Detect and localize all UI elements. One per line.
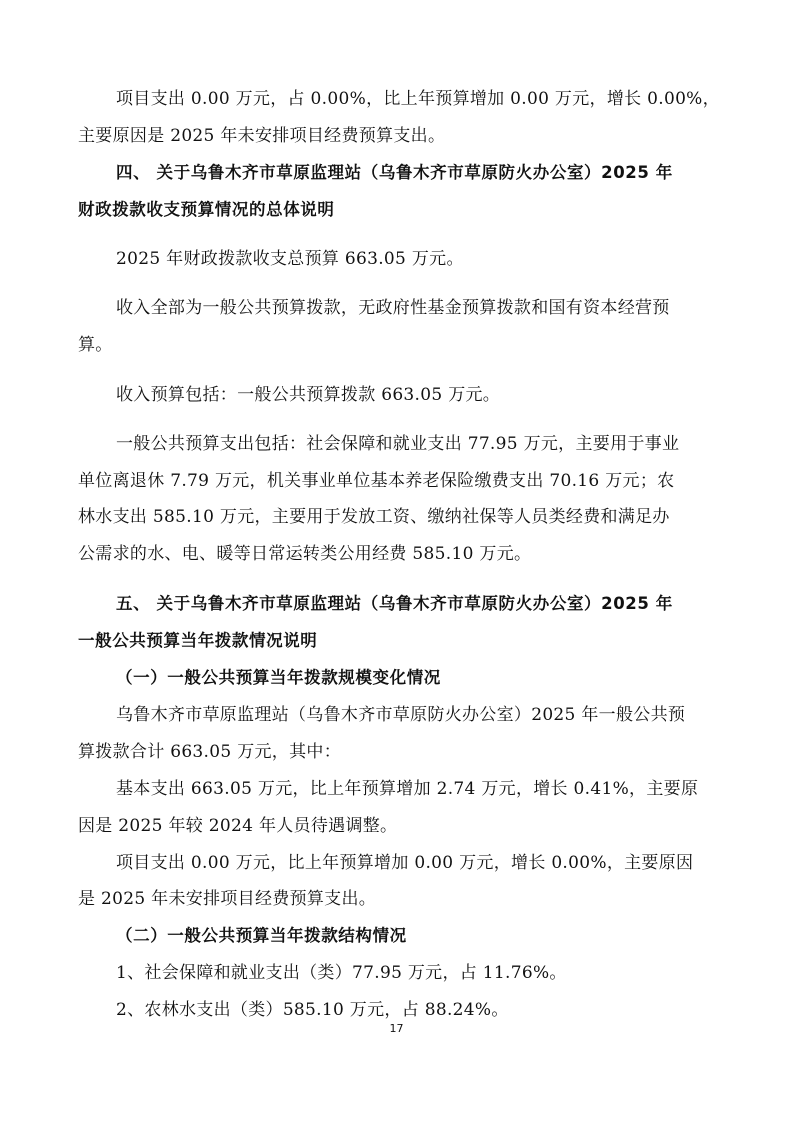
- body-line: 收入预算包括：一般公共预算拨款 663.05 万元。: [116, 385, 501, 405]
- body-line: 算。: [78, 335, 113, 355]
- body-line: 算拨款合计 663.05 万元，其中：: [78, 742, 341, 762]
- section-heading: 财政拨款收支预算情况的总体说明: [78, 200, 335, 219]
- body-line: 主要原因是 2025 年未安排项目经费预算支出。: [78, 126, 446, 146]
- body-line: 公需求的水、电、暖等日常运转类公用经费 585.10 万元。: [78, 544, 532, 564]
- body-line: 基本支出 663.05 万元，比上年预算增加 2.74 万元，增长 0.41%，主要原: [116, 779, 699, 799]
- body-line: 项目支出 0.00 万元，占 0.00%，比上年预算增加 0.00 万元，增长 0.00%，: [116, 89, 720, 109]
- body-line: 是 2025 年未安排项目经费预算支出。: [78, 889, 377, 909]
- section-heading: 一般公共预算当年拨款情况说明: [78, 631, 318, 650]
- body-line: 一般公共预算支出包括：社会保障和就业支出 77.95 万元，主要用于事业: [116, 434, 680, 454]
- section-heading: 四、 关于乌鲁木齐市草原监理站（乌鲁木齐市草原防火办公室）2025 年: [116, 163, 673, 182]
- subsection-heading: （一）一般公共预算当年拨款规模变化情况: [116, 668, 441, 687]
- body-line: 乌鲁木齐市草原监理站（乌鲁木齐市草原防火办公室）2025 年一般公共预: [116, 705, 686, 725]
- subsection-heading: （二）一般公共预算当年拨款结构情况: [116, 926, 407, 945]
- body-line: 收入全部为一般公共预算拨款，无政府性基金预算拨款和国有资本经营预: [116, 298, 670, 318]
- body-line: 项目支出 0.00 万元，比上年预算增加 0.00 万元，增长 0.00%，主要原因: [116, 853, 694, 873]
- page-number: 17: [389, 1022, 404, 1035]
- body-line: 林水支出 585.10 万元，主要用于发放工资、缴纳社保等人员类经费和满足办: [78, 507, 670, 527]
- body-line: 2、农林水支出（类）585.10 万元，占 88.24%。: [116, 1000, 509, 1020]
- body-line: 因是 2025 年较 2024 年人员待遇调整。: [78, 816, 398, 836]
- section-heading: 五、 关于乌鲁木齐市草原监理站（乌鲁木齐市草原防火办公室）2025 年: [116, 594, 673, 613]
- body-line: 单位离退休 7.79 万元，机关事业单位基本养老保险缴费支出 70.16 万元；农: [78, 471, 675, 491]
- body-line: 2025 年财政拨款收支总预算 663.05 万元。: [116, 249, 464, 269]
- body-line: 1、社会保障和就业支出（类）77.95 万元，占 11.76%。: [116, 963, 567, 983]
